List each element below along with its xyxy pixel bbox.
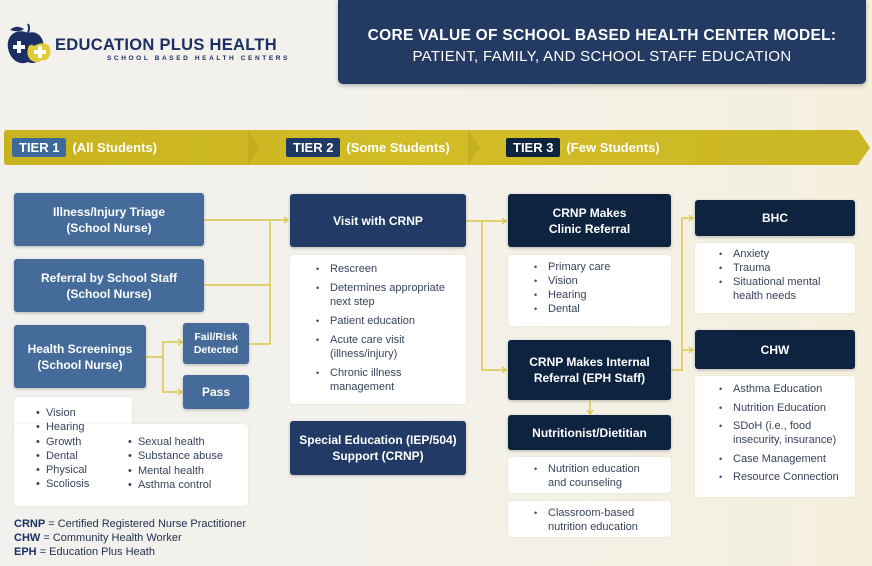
- list-item: • Trauma: [715, 261, 847, 275]
- illness-triage-box: [14, 193, 204, 246]
- fail-line1: Fail/Risk: [194, 330, 238, 343]
- list-item: • Rescreen: [312, 262, 456, 276]
- list-item: • Asthma Education: [715, 382, 849, 396]
- internal-referral-box: [508, 340, 671, 400]
- referral-line2: (School Nurse): [66, 286, 152, 301]
- tier-1-label: [12, 138, 157, 157]
- list-item: • Resource Connection: [715, 470, 849, 484]
- header-subtitle: PATIENT, FAMILY, AND SCHOOL STAFF EDUCATION: [412, 48, 792, 65]
- list-item: • Hearing: [530, 288, 661, 302]
- brand-subtitle: SCHOOL BASED HEALTH CENTERS: [107, 55, 290, 62]
- bhc-card: [695, 243, 855, 313]
- list-item: • Patient education: [312, 314, 456, 328]
- list-item: • Sexual health: [128, 436, 205, 448]
- pass-box: [183, 375, 249, 409]
- list-item: • Primary care: [530, 260, 661, 274]
- list-item: • Hearing: [36, 421, 85, 434]
- tier-1-text: (All Students): [72, 140, 157, 155]
- list-item: • Physical: [36, 464, 87, 477]
- special-education-box: [290, 421, 466, 475]
- list-item: • Case Management: [715, 452, 849, 466]
- visit-label: Visit with CRNP: [333, 213, 423, 228]
- special-ed-line1: Special Education (IEP/504): [299, 433, 457, 447]
- fail-risk-box: [183, 323, 249, 364]
- tier-3-text: (Few Students): [566, 140, 660, 155]
- triage-line2: (School Nurse): [66, 220, 152, 235]
- screening-list-col2: [128, 435, 223, 492]
- list-item: • Situational mental health needs: [715, 275, 847, 303]
- list-item: • Anxiety: [715, 247, 847, 261]
- triage-line1: Illness/Injury Triage: [52, 204, 166, 219]
- clinic-ref-line2: Clinic Referral: [548, 221, 631, 236]
- internal-ref-line1: CRNP Makes Internal: [529, 355, 650, 369]
- pass-label: Pass: [201, 385, 231, 399]
- clinic-ref-line1: CRNP Makes: [552, 205, 627, 220]
- list-item: • Nutrition education and counseling: [530, 462, 661, 490]
- screenings-line1: Health Screenings: [27, 341, 133, 356]
- header-banner: [338, 0, 866, 84]
- nutritionist-box: [508, 415, 671, 450]
- fail-line2: Detected: [193, 343, 239, 356]
- nutritionist-label: Nutritionist/Dietitian: [532, 425, 647, 440]
- list-item: • Vision: [36, 407, 76, 419]
- list-item: • Determines appropriate next step: [312, 281, 456, 309]
- list-item: • Asthma control: [128, 478, 212, 491]
- special-ed-line2: Support (CRNP): [332, 449, 424, 463]
- list-item: • Vision: [530, 274, 661, 288]
- legend-chw: CHW = Community Health Worker: [14, 532, 182, 544]
- list-item: • Substance abuse: [128, 450, 223, 463]
- list-item: • Mental health: [128, 464, 205, 477]
- internal-ref-line2: Referral (EPH Staff): [533, 371, 646, 385]
- list-item: • Scoliosis: [36, 478, 90, 491]
- tier-2-text: (Some Students): [346, 140, 450, 155]
- screenings-line2: (School Nurse): [37, 357, 123, 372]
- chw-box: [695, 330, 855, 369]
- tier-2-label: [286, 138, 450, 157]
- list-item: • Dental: [530, 302, 661, 316]
- nutrition-card-1: [508, 457, 671, 493]
- bhc-box: [695, 200, 855, 236]
- legend-crnp: CRNP = Certified Registered Nurse Practitioner: [14, 518, 247, 530]
- clinic-referral-card: [508, 255, 671, 326]
- list-item: • SDoH (i.e., food insecurity, insurance): [715, 419, 849, 447]
- bhc-label: BHC: [762, 211, 788, 225]
- list-item: • Acute care visit (illness/injury): [312, 333, 456, 361]
- chw-card: [695, 376, 855, 497]
- chw-label: CHW: [760, 342, 790, 357]
- health-screenings-box: [14, 325, 146, 388]
- tier-3-label: [506, 138, 660, 157]
- staff-referral-box: [14, 259, 204, 312]
- brand-title: EDUCATION PLUS HEALTH: [55, 36, 278, 54]
- list-item: • Nutrition Education: [715, 401, 849, 415]
- list-item: • Classroom-based nutrition education: [530, 506, 661, 534]
- tier-2-badge: TIER 2: [286, 138, 340, 157]
- list-item: • Growth: [36, 435, 82, 448]
- list-item: • Dental: [36, 449, 78, 462]
- apple-plus-icon: [4, 20, 52, 66]
- referral-line1: Referral by School Staff: [40, 270, 178, 285]
- screening-list-col1: [36, 406, 89, 492]
- clinic-referral-box: [508, 194, 671, 247]
- visit-details-card: [290, 255, 466, 404]
- list-item: • Chronic illness management: [312, 366, 456, 394]
- legend-eph: EPH = Education Plus Heath: [14, 546, 155, 558]
- tier-1-badge: TIER 1: [12, 138, 66, 157]
- tier-3-badge: TIER 3: [506, 138, 560, 157]
- header-title: CORE VALUE OF SCHOOL BASED HEALTH CENTER MODEL:: [367, 27, 837, 44]
- nutrition-card-2: [508, 501, 671, 537]
- visit-crnp-box: [290, 194, 466, 247]
